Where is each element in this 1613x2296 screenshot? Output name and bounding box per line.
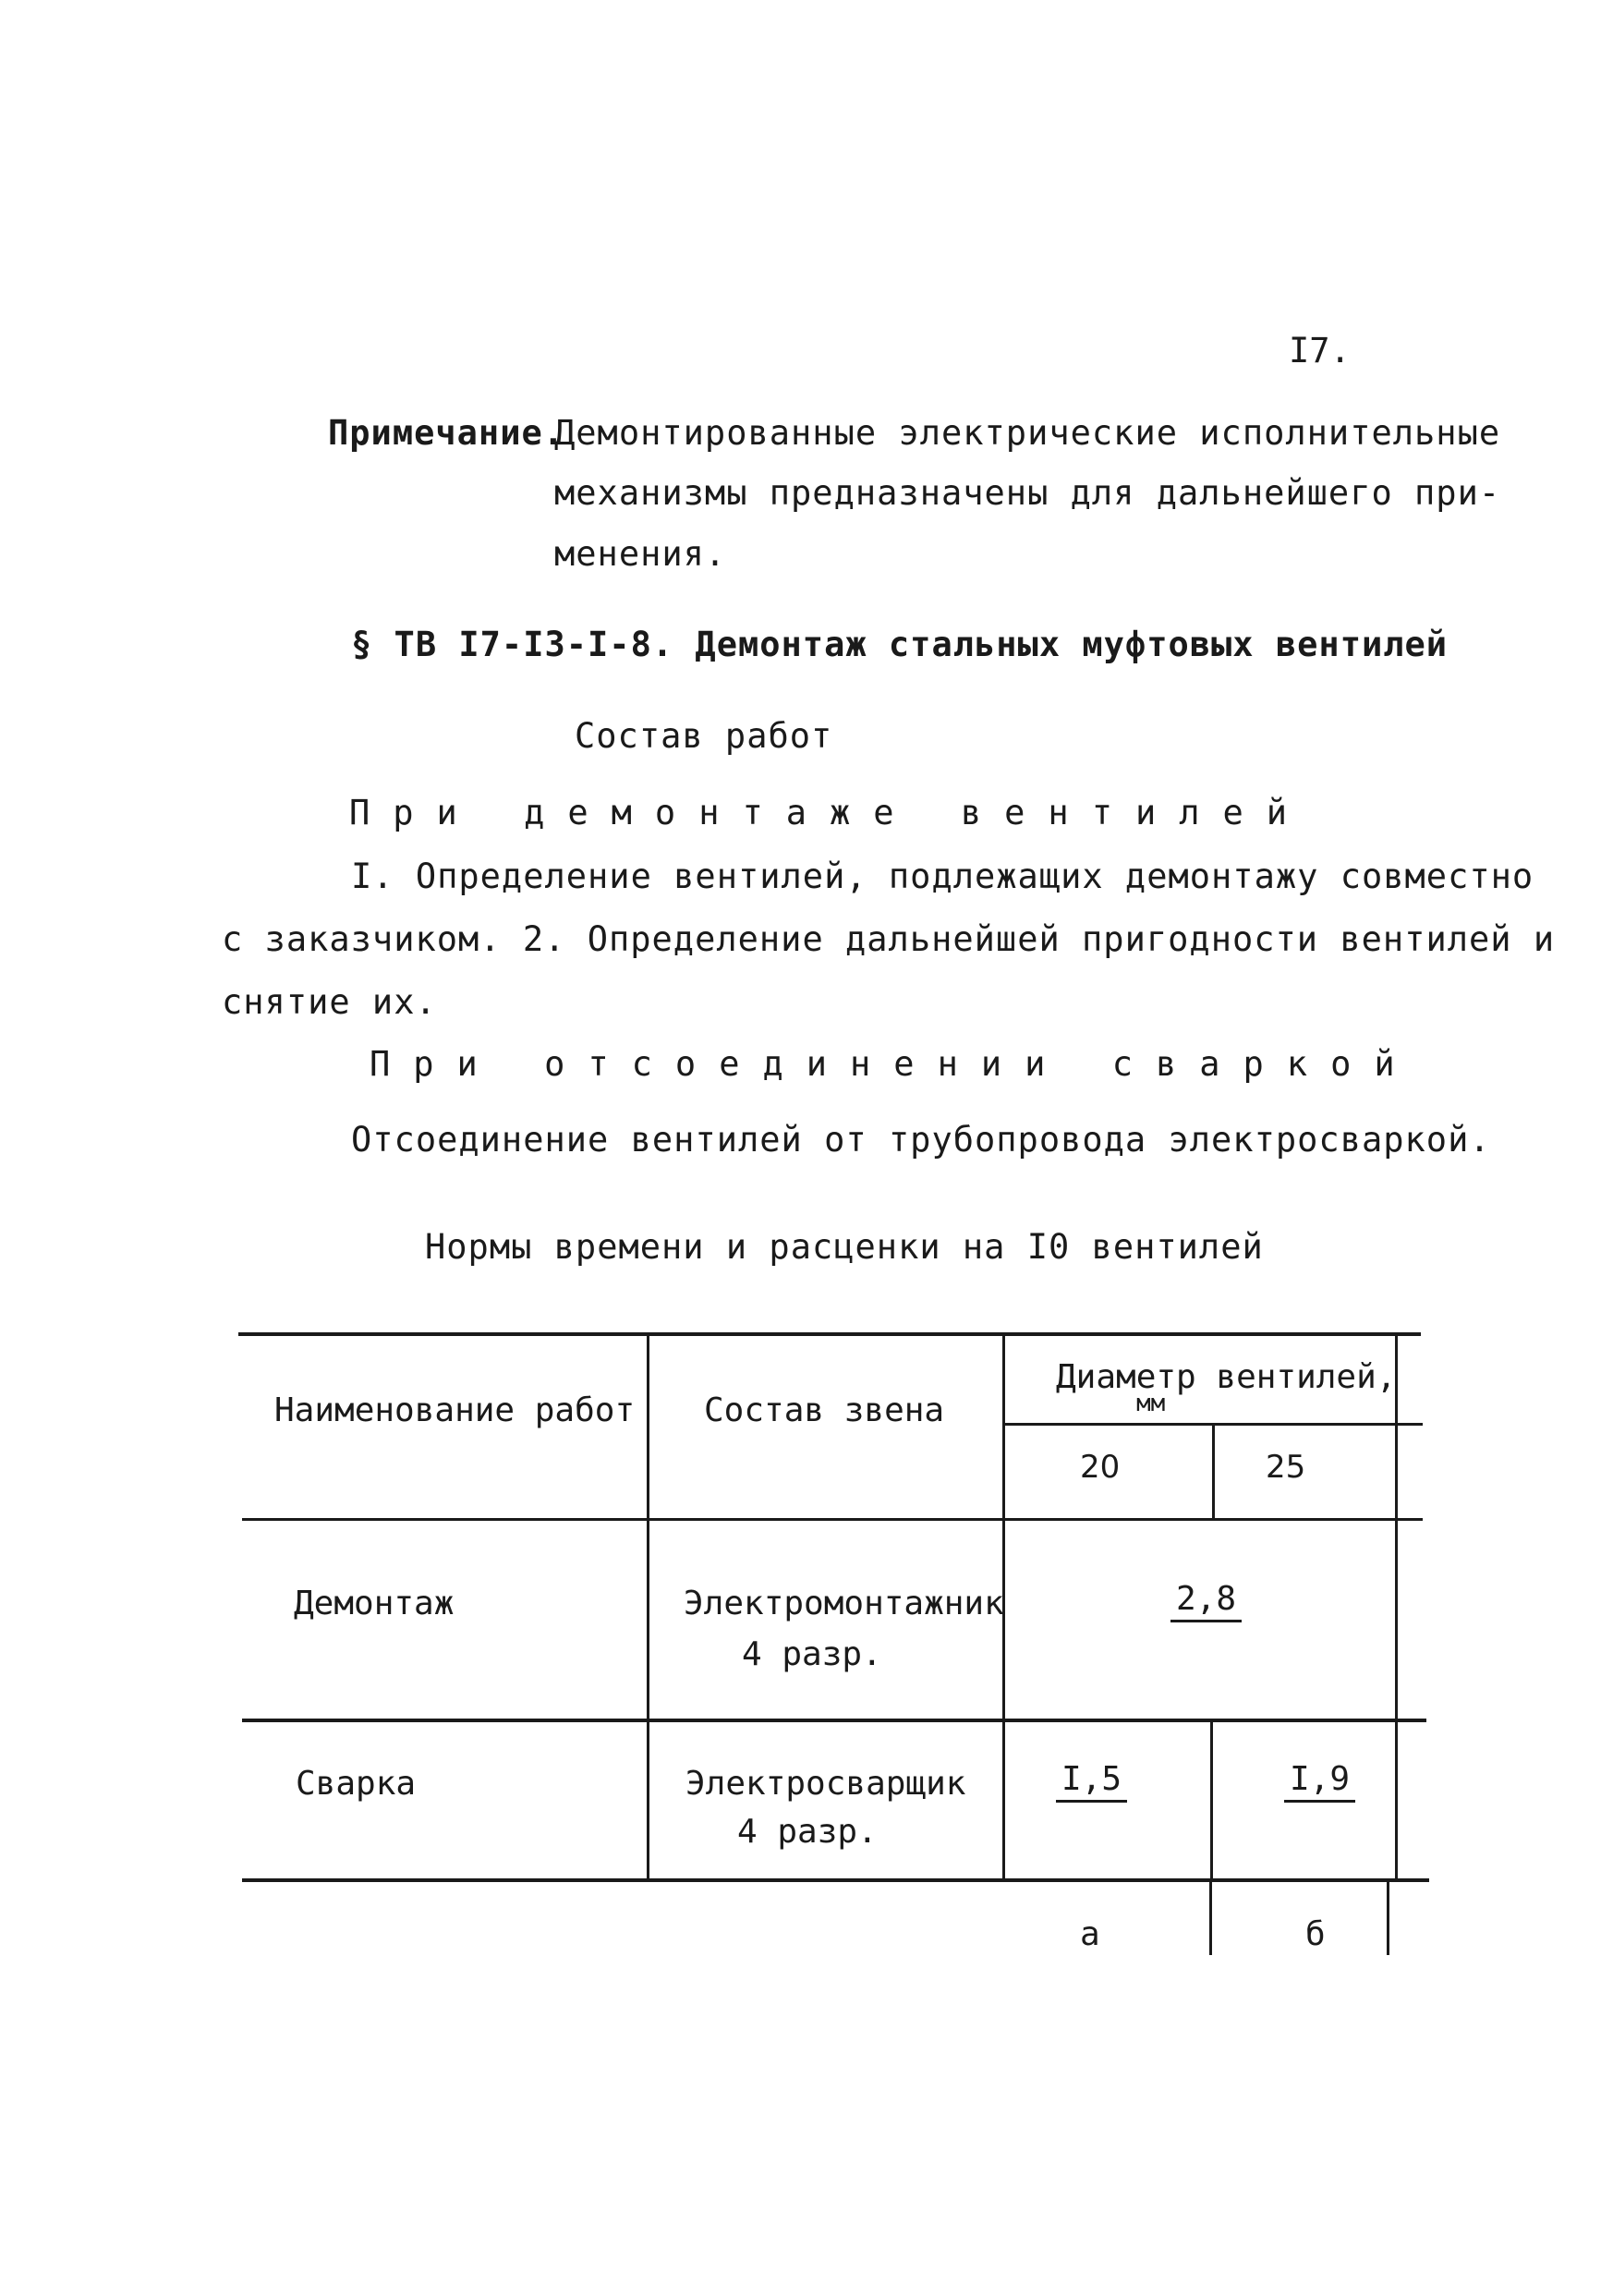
header-d20: 20	[1080, 1449, 1121, 1486]
row-value-a: I,5	[1056, 1760, 1127, 1803]
table-vline-1	[647, 1332, 649, 1881]
row-value-merged: 2,8	[1170, 1580, 1242, 1622]
page-number: I7.	[1289, 331, 1351, 371]
row-value-b: I,9	[1284, 1760, 1355, 1803]
table-rule-header-bottom	[242, 1518, 1423, 1521]
note-line-3: менения.	[554, 534, 727, 574]
row-work: Сварка	[296, 1765, 417, 1803]
table-vline-3b	[1210, 1719, 1213, 1881]
paragraph-line-3: снятие их.	[222, 982, 437, 1022]
table-foot-vline-1	[1209, 1881, 1212, 1955]
row-crew-line1: Электросварщик	[685, 1765, 966, 1803]
note-label: Примечание.	[328, 413, 565, 453]
row-crew-line1: Электромонтажник	[684, 1585, 1004, 1622]
row-crew-line2: 4 разр.	[737, 1813, 878, 1851]
row-crew-line2: 4 разр.	[742, 1635, 882, 1673]
header-crew: Состав звена	[704, 1391, 945, 1429]
row-work: Демонтаж	[294, 1585, 455, 1622]
table-vline-4	[1395, 1332, 1398, 1881]
paragraph-line-2: с заказчиком. 2. Определение дальнейшей пригодности вентилей и	[222, 919, 1556, 959]
note-line-2: механизмы предназначены для дальнейшего при-	[554, 473, 1501, 513]
table-rule-row1-bottom	[242, 1719, 1426, 1722]
subheading-welding: При отсоединении сваркой	[370, 1044, 1418, 1084]
table-rule-bottom	[242, 1878, 1429, 1882]
header-diameter: Диаметр вентилей,	[1056, 1358, 1397, 1396]
header-work-name: Наименование работ	[274, 1391, 636, 1429]
column-label-a: а	[1080, 1915, 1100, 1953]
column-label-b: б	[1305, 1915, 1326, 1953]
header-d25: 25	[1266, 1449, 1306, 1486]
composition-heading: Состав работ	[575, 716, 833, 756]
table-caption: Нормы времени и расценки на I0 вентилей	[425, 1227, 1264, 1267]
table-rule-top	[238, 1332, 1421, 1336]
paragraph-line-1: I. Определение вентилей, подлежащих демонтажу совместно	[351, 856, 1534, 896]
table-foot-vline-2	[1387, 1881, 1389, 1955]
note-line-1: Демонтированные электрические исполнительные	[554, 413, 1501, 453]
welding-text: Отсоединение вентилей от трубопровода электросваркой.	[351, 1120, 1491, 1160]
header-unit: мм	[1136, 1390, 1166, 1417]
subheading-dismantling: При демонтаже вентилей	[349, 793, 1311, 832]
table-vline-3a	[1212, 1423, 1215, 1521]
section-title: § ТВ I7-I3-I-8. Демонтаж стальных муфтовых вентилей	[351, 625, 1449, 664]
